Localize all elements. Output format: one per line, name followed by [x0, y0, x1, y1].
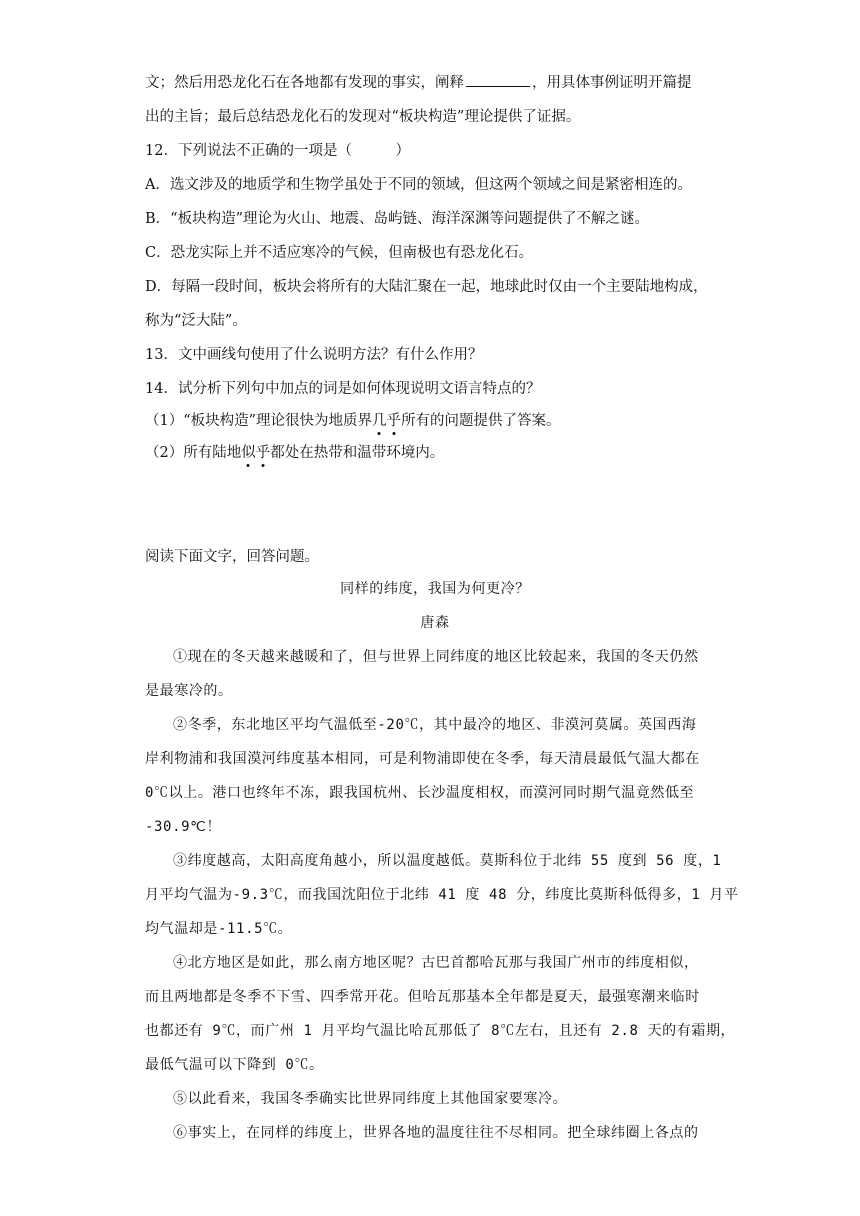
dotted-char: 似 [241, 445, 256, 461]
paragraph-1-line: 是最寒冷的。 [145, 683, 233, 699]
text-segment: （1）“板块构造”理论很快为地质界 [145, 413, 373, 429]
article-author: 唐森 [420, 615, 450, 631]
dotted-char: 乎 [255, 445, 271, 461]
dotted-char: 乎 [386, 413, 402, 429]
paragraph-3-line: 均气温却是-11.5℃。 [145, 921, 293, 937]
text-line: 出的主旨；最后总结恐龙化石的发现对“板块构造”理论提供了证据。 [145, 109, 581, 125]
question-14: 14．试分析下列句中加点的词是如何体现说明文语言特点的？ [145, 381, 541, 397]
paragraph-5-line: ⑤以此看来，我国冬季确实比世界同纬度上其他国家要寒冷。 [173, 1091, 568, 1107]
option-a: A．选文涉及的地质学和生物学虽处于不同的领域，但这两个领域之间是紧密相连的。 [145, 177, 692, 193]
text-segment: （2）所有陆地 [145, 445, 242, 461]
text-segment: 文；然后用恐龙化石在各地都有发现的事实，阐释 [145, 75, 464, 91]
paragraph-1-line: ①现在的冬天越来越暖和了，但与世界上同纬度的地区比较起来，我国的冬天仍然 [173, 649, 699, 665]
text-line [145, 72, 725, 94]
option-d-continued: 称为“泛大陆”。 [145, 313, 247, 329]
question-14-sub-1 [145, 410, 725, 432]
question-12: 12．下列说法不正确的一项是（ ） [145, 143, 410, 159]
text-segment: 都处在热带和温带环境内。 [270, 445, 445, 461]
paragraph-3-line: ③纬度越高，太阳高度角越小，所以温度越低。莫斯科位于北纬 55 度到 56 度，1 [173, 853, 722, 869]
option-b: B．“板块构造”理论为火山、地震、岛屿链、海洋深渊等问题提供了不解之谜。 [145, 211, 649, 227]
article-title: 同样的纬度，我国为何更冷？ [340, 581, 530, 597]
text-segment: 所有的问题提供了答案。 [401, 413, 561, 429]
dotted-word [241, 445, 270, 461]
option-d: D．每隔一段时间，板块会将所有的大陆汇聚在一起，地球此时仅由一个主要陆地构成， [145, 279, 708, 295]
reading-instruction: 阅读下面文字，回答问题。 [145, 549, 319, 565]
paragraph-4-line: 最低气温可以下降到 0℃。 [145, 1057, 324, 1073]
paragraph-4-line: ④北方地区是如此，那么南方地区呢？古巴首都哈瓦那与我国广州市的纬度相似， [173, 955, 699, 971]
paragraph-3-line: 月平均气温为-9.3℃，而我国沈阳位于北纬 41 度 48 分，纬度比莫斯科低得多，1 月平 [145, 887, 739, 903]
option-c: C．恐龙实际上并不适应寒冷的气候，但南极也有恐龙化石。 [145, 245, 534, 261]
text-segment: ，用具体事例证明开篇提 [532, 75, 692, 91]
question-14-sub-2 [145, 442, 725, 464]
answer-blank [466, 72, 530, 87]
paragraph-2-line: -30.9℃！ [145, 819, 222, 835]
dotted-char: 几 [372, 413, 387, 429]
question-13: 13．文中画线句使用了什么说明方法？有什么作用？ [145, 347, 483, 363]
dotted-word [372, 413, 401, 429]
paragraph-2-line: ②冬季，东北地区平均气温低至-20℃，其中最冷的地区、非漠河莫属。英国西海 [173, 717, 697, 733]
paragraph-6-line: ⑥事实上，在同样的纬度上，世界各地的温度往往不尽相同。把全球纬圈上各点的 [173, 1125, 699, 1141]
paragraph-4-line: 也都还有 9℃，而广州 1 月平均气温比哈瓦那低了 8℃左右，且还有 2.8 天的有霜期， [145, 1023, 736, 1039]
paragraph-2-line: 岸利物浦和我国漠河纬度基本相同，可是利物浦即使在冬季，每天清晨最低气温大都在 [145, 751, 700, 767]
paragraph-4-line: 而且两地都是冬季不下雪、四季常开花。但哈瓦那基本全年都是夏天，最强寒潮来临时 [145, 989, 700, 1005]
paragraph-2-line: 0℃以上。港口也终年不冻，跟我国杭州、长沙温度相权，而漠河同时期气温竟然低至 [145, 785, 695, 801]
